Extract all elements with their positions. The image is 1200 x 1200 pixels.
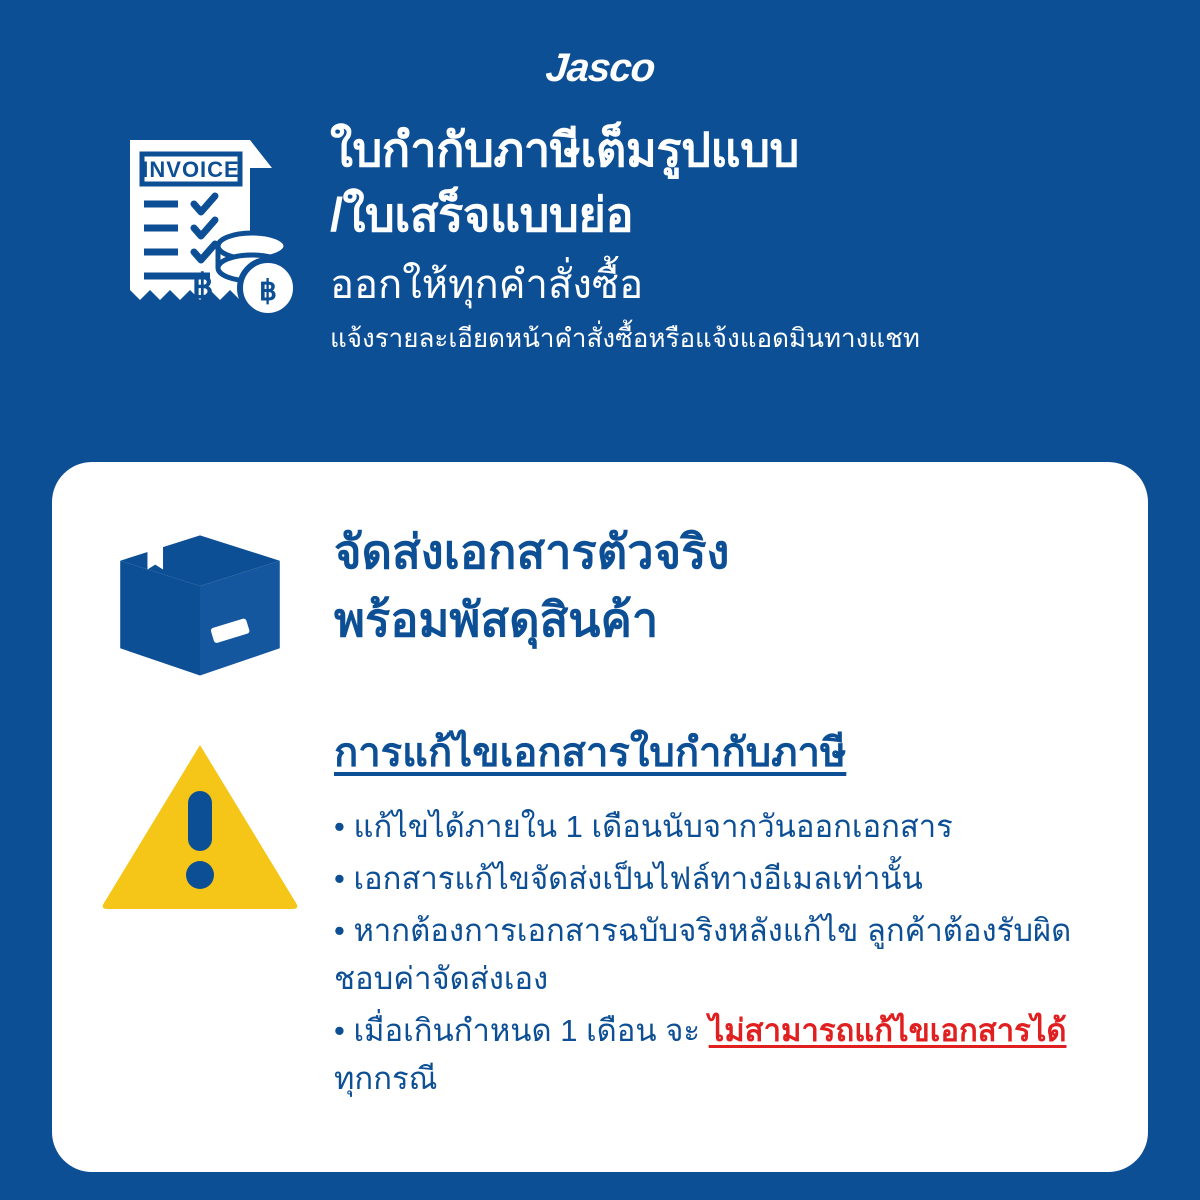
- hero-subtitle: ออกให้ทุกคำสั่งซื้อ: [330, 262, 644, 307]
- parcel-box-icon: [100, 508, 310, 699]
- hero-title-line1: ใบกำกับภาษีเต็มรูปแบบ: [330, 123, 799, 176]
- hero-text-block: [330, 110, 1140, 356]
- warning-row: [100, 725, 1100, 1107]
- shipping-title-line1: จัดส่งเอกสารตัวจริง: [334, 525, 730, 578]
- list-item: • แก้ไขได้ภายใน 1 เดือนนับจากวันออกเอกสาร: [334, 809, 953, 844]
- warning-heading: การแก้ไขเอกสารใบกำกับภาษี: [334, 731, 847, 775]
- bullet-highlight: ไม่สามารถแก้ไขเอกสารได้: [708, 1013, 1067, 1049]
- svg-text:INVOICE: INVOICE: [142, 157, 240, 182]
- hero-section: [0, 96, 1200, 356]
- warning-text-block: [334, 725, 1100, 1107]
- shipping-text-block: [334, 508, 1100, 654]
- list-item: [334, 1007, 1100, 1103]
- warning-triangle-exclamation-icon: [100, 725, 310, 917]
- invoice-document-with-coins-icon: [100, 110, 330, 345]
- bullet-suffix: ทุกกรณี: [334, 1061, 438, 1097]
- bullet-prefix: • เมื่อเกินกำหนด 1 เดือน จะ: [334, 1013, 709, 1049]
- hero-note: แจ้งรายละเอียดหน้าคำสั่งซื้อหรือแจ้งแอดมินทางแชท: [330, 322, 920, 353]
- info-card: [52, 462, 1148, 1172]
- shipping-row: [100, 508, 1100, 699]
- brand-header: [0, 0, 1200, 96]
- jasco-wordmark-icon: Jasco: [543, 46, 657, 90]
- svg-text:฿: ฿: [259, 275, 277, 306]
- hero-title-line2: /ใบเสร็จแบบย่อ: [330, 187, 634, 241]
- warning-bullet-list: [334, 803, 1100, 1103]
- shipping-title-line2: พร้อมพัสดุสินค้า: [334, 593, 659, 647]
- list-item: • หากต้องการเอกสารฉบับจริงหลังแก้ไข ลูกค้าต้องรับผิดชอบค่าจัดส่งเอง: [334, 913, 1072, 997]
- list-item: • เอกสารแก้ไขจัดส่งเป็นไฟล์ทางอีเมลเท่านั้น: [334, 861, 923, 897]
- svg-text:฿: ฿: [192, 268, 214, 306]
